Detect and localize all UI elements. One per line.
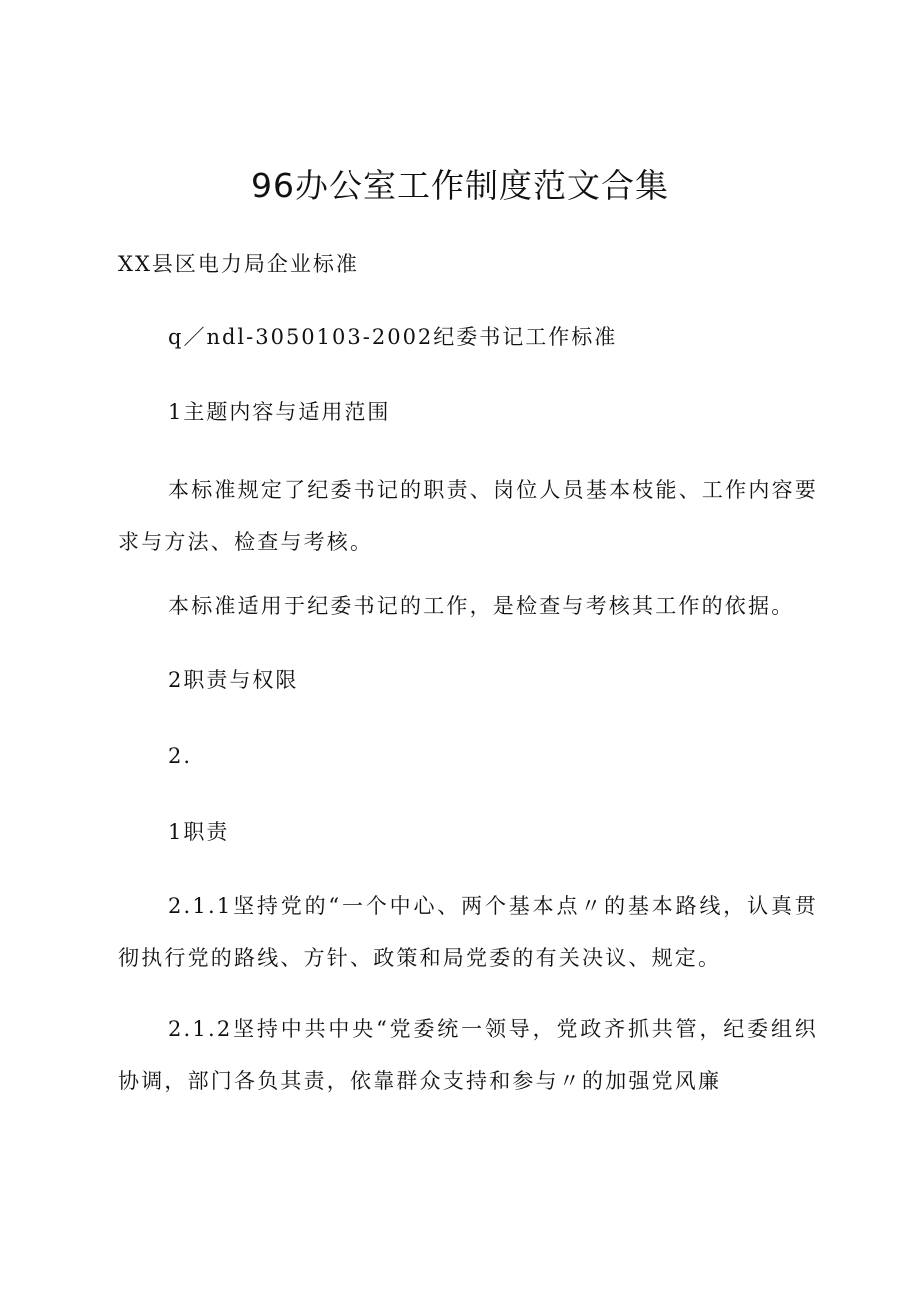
para-scope-applicability: 本标准适用于纪委书记的工作，是检查与考核其工作的依据。	[168, 594, 795, 618]
para-2-1-1: 2.1.1坚持党的“一个中心、两个基本点〃的基本路线，认真贯彻执行党的路线、方针、政策和局党委的有关决议、规定。	[118, 894, 818, 970]
section2-fragment: 2.	[168, 744, 193, 768]
section1-heading: 1主题内容与适用范围	[168, 400, 391, 424]
standard-code-line: q／ndl-3050103-2002纪委书记工作标准	[168, 325, 618, 349]
section21-heading: 1职责	[168, 820, 230, 844]
para-2-1-2: 2.1.2坚持中共中央“党委统一领导，党政齐抓共管，纪委组织协调，部门各负其责，依靠群众支持和参与〃的加强党风廉	[118, 1017, 818, 1093]
section2-heading: 2职责与权限	[168, 668, 299, 692]
org-line: XX县区电力局企业标准	[118, 252, 359, 276]
para-scope-content: 本标准规定了纪委书记的职责、岗位人员基本枝能、工作内容要求与方法、检查与考核。	[118, 478, 818, 554]
document-title: 96办公室工作制度范文合集	[251, 166, 669, 205]
